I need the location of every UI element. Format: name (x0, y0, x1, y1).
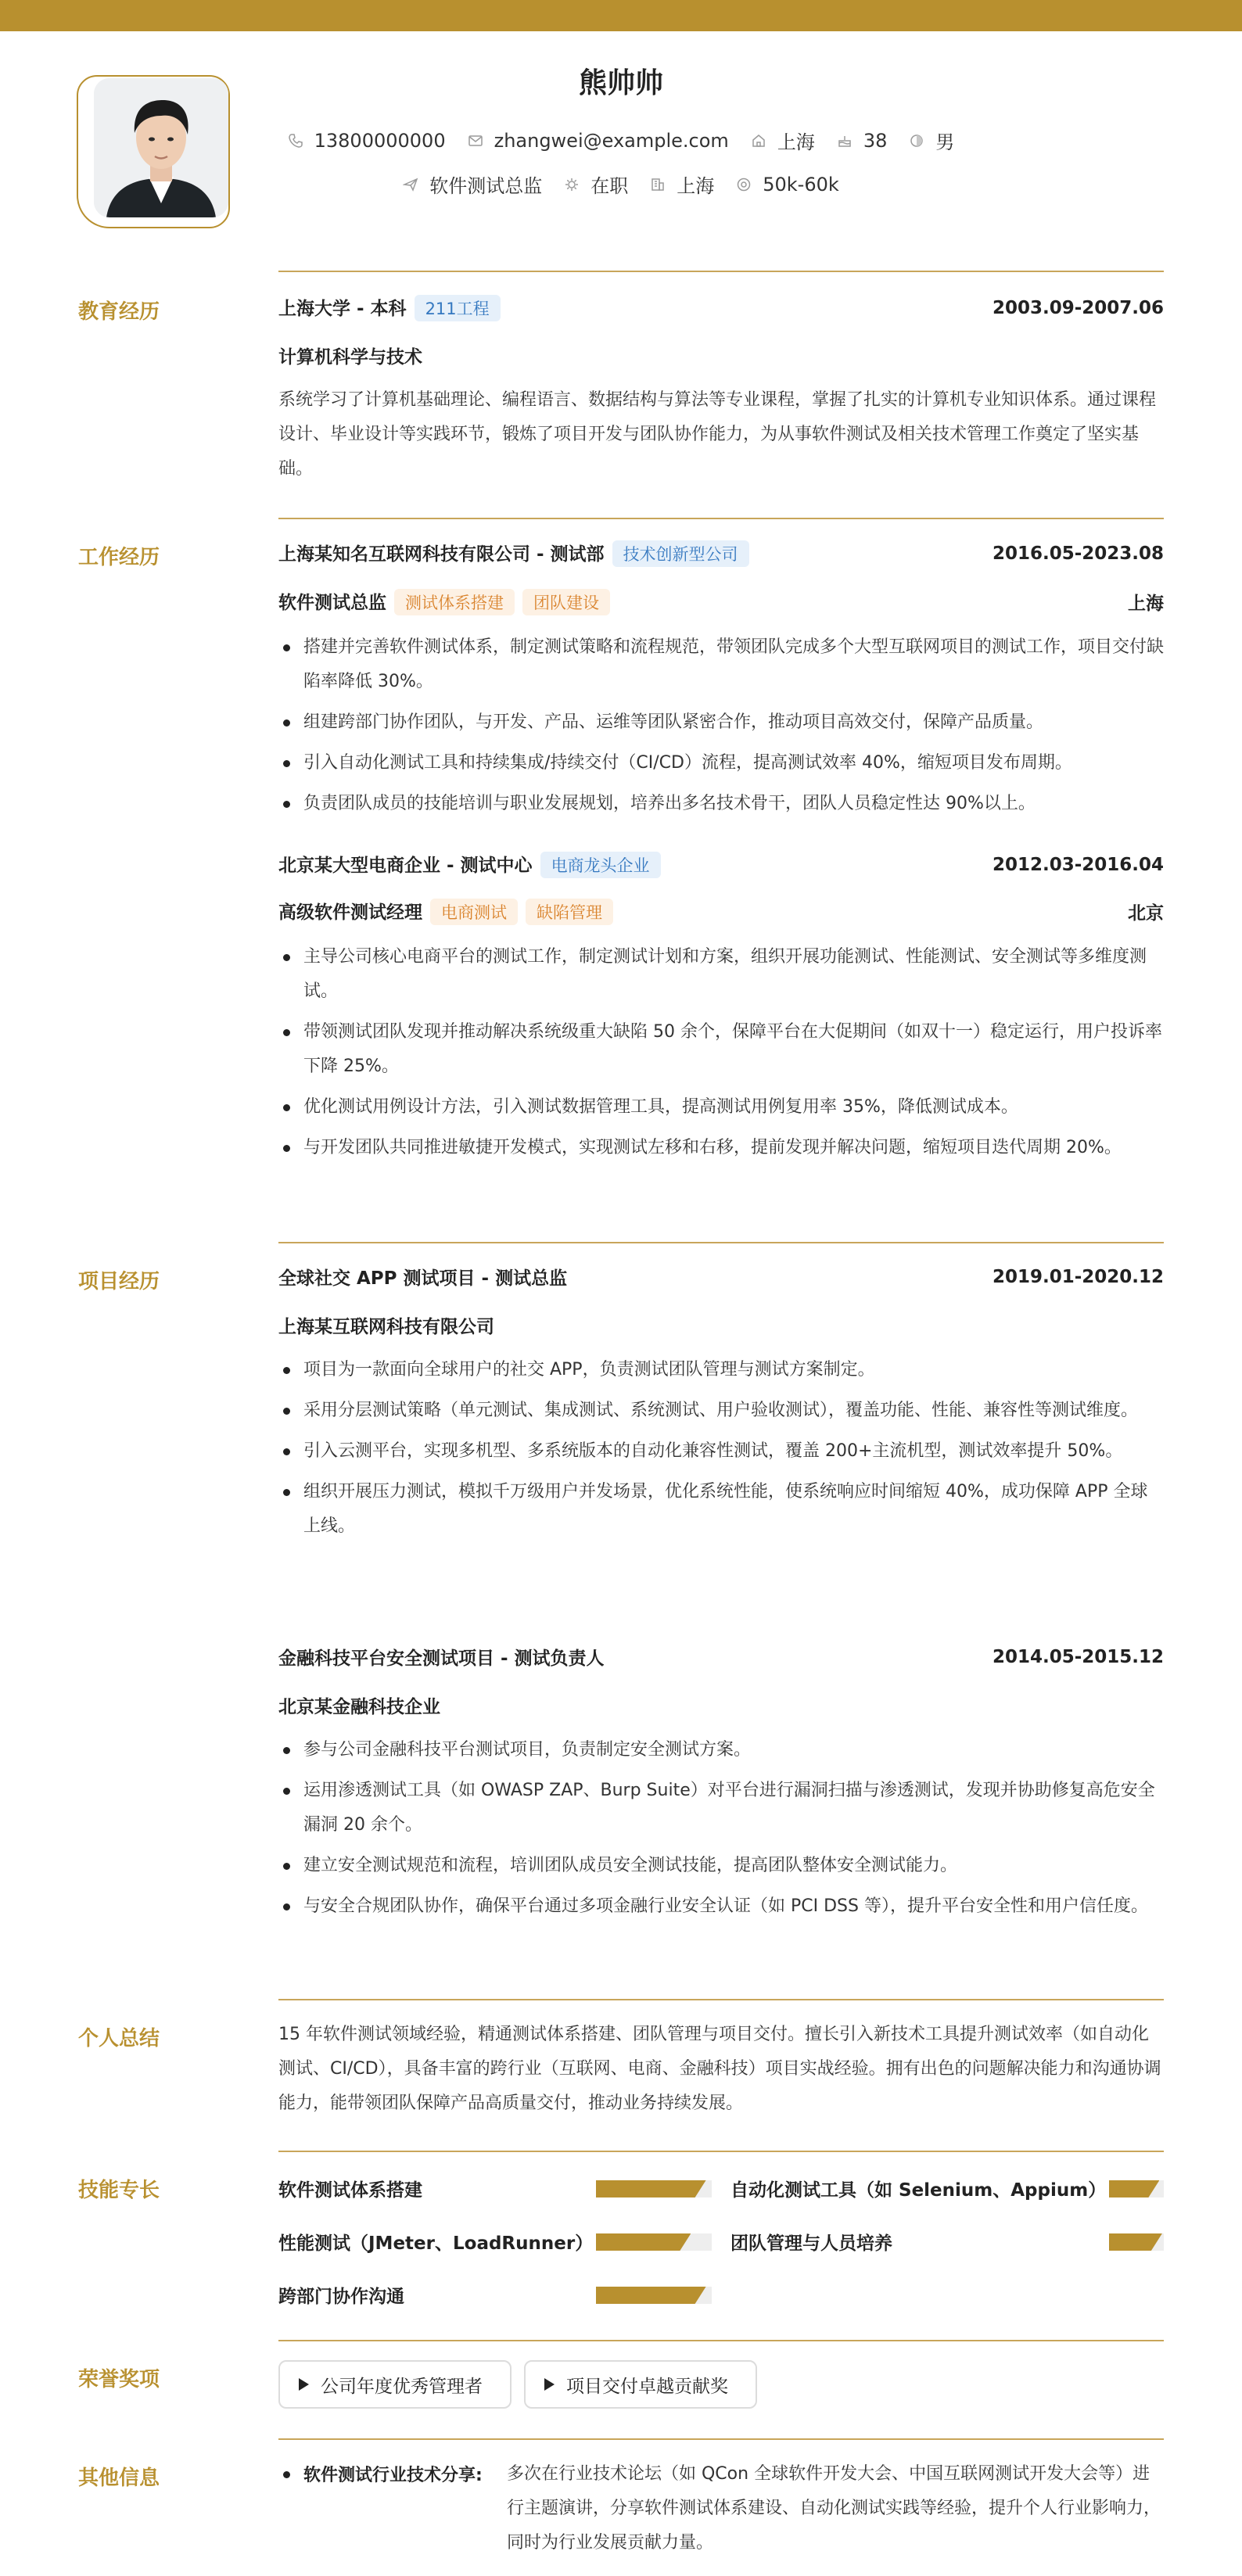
list-item: 组建跨部门协作团队，与开发、产品、运维等团队紧密合作，推动项目高效交付，保障产品质量。 (278, 705, 1164, 740)
job-title-text: 软件测试总监 (429, 175, 543, 197)
job-1-city: 上海 (1128, 594, 1164, 614)
age-item (837, 130, 888, 152)
school-tag: 211工程 (415, 295, 501, 321)
list-item: 引入云测平台，实现多机型、多系统版本的自动化兼容性测试，覆盖 200+主流机型，测试效率提升 50%。 (278, 1434, 1164, 1469)
education-description: 系统学习了计算机基础理论、编程语言、数据结构与算法等专业课程，掌握了扎实的计算机专业知识体系。通过课程设计、毕业设计等实践环节，锻炼了项目开发与团队协作能力，为从事软件测试及相关技术管理工作奠定了坚实基础。 (278, 390, 1157, 479)
status-item (564, 170, 628, 198)
section-divider (278, 2438, 1164, 2440)
status-text: 在职 (590, 175, 629, 197)
job-2-role-tag: 电商测试 (430, 899, 518, 925)
education-date: 2003.09-2007.06 (992, 297, 1164, 318)
skill-bar (596, 2180, 712, 2197)
major-row (278, 343, 1164, 368)
skill-bar (596, 2233, 712, 2251)
coin-icon (736, 177, 752, 192)
project-1-company-row (278, 1312, 1164, 1338)
skill-bar-fill (596, 2180, 706, 2197)
skill-bar (1109, 2180, 1164, 2197)
projects-title: 项目经历 (78, 1270, 160, 1293)
honor-label: 公司年度优秀管理者 (321, 2376, 483, 2397)
project-2-name: 金融科技平台安全测试项目 - 测试负责人 (278, 1649, 605, 1669)
work-title: 工作经历 (78, 546, 160, 569)
skill-name: 自动化测试工具（如 Selenium、Appium） (730, 2180, 1107, 2201)
bullet-dot (283, 2471, 290, 2478)
list-item: 主导公司核心电商平台的测试工作，制定测试计划和方案，组织开展功能测试、性能测试、安全测试等多维度测试。 (278, 940, 1164, 1009)
email-item (468, 130, 729, 152)
job-1-role-row (278, 588, 1164, 615)
project-2-company: 北京某金融科技企业 (278, 1697, 440, 1717)
job-1-bullets (278, 630, 1164, 827)
skill-bar-fill (1109, 2180, 1159, 2197)
section-divider (278, 271, 1164, 272)
project-2-company-row (278, 1692, 1164, 1718)
honor-badge (278, 2360, 512, 2409)
skill-name: 软件测试体系搭建 (278, 2180, 422, 2201)
salary-item (736, 174, 839, 196)
other-title: 其他信息 (78, 2467, 160, 2490)
list-item: 引入自动化测试工具和持续集成/持续交付（CI/CD）流程，提高测试效率 40%，缩短项目发布周期。 (278, 746, 1164, 780)
other-text: 多次在行业技术论坛（如 QCon 全球软件开发大会、中国互联网测试开发大会等）进行主题演讲，分享软件测试体系建设、自动化测试实践等经验，提升个人行业影响力，同时为行业发展贡献力量。 (507, 2464, 1161, 2553)
gender-icon (909, 133, 924, 149)
project-1-bullets (278, 1353, 1164, 1550)
project-2-header (278, 1644, 1164, 1670)
contact-row (0, 127, 1242, 154)
list-item: 项目为一款面向全球用户的社交 APP，负责测试团队管理与测试方案制定。 (278, 1353, 1164, 1387)
section-divider (278, 1999, 1164, 2000)
section-divider (278, 1242, 1164, 1243)
list-item: 优化测试用例设计方法，引入测试数据管理工具，提高测试用例复用率 35%，降低测试成本。 (278, 1090, 1164, 1125)
job-1-company: 上海某知名互联网科技有限公司 - 测试部 (278, 544, 605, 565)
salary-text: 50k-60k (763, 173, 839, 196)
list-item: 与开发团队共同推进敏捷开发模式，实现测试左移和右移，提前发现并解决问题，缩短项目迭代周期 20%。 (278, 1131, 1164, 1165)
list-item: 运用渗透测试工具（如 OWASP ZAP、Burp Suite）对平台进行漏洞扫描与渗透测试，发现并协助修复高危安全漏洞 20 余个。 (278, 1774, 1164, 1842)
skill-bar-fill (596, 2287, 706, 2304)
job-1-role-tag: 测试体系搭建 (394, 589, 515, 615)
candidate-name: 熊帅帅 (578, 67, 663, 99)
email-address: zhangwei@example.com (494, 129, 729, 152)
play-icon (543, 2377, 555, 2391)
phone-icon (288, 133, 303, 149)
skill-bar-fill (596, 2233, 691, 2251)
job-2-role-tag: 缺陷管理 (526, 899, 613, 925)
list-item: 带领测试团队发现并推动解决系统级重大缺陷 50 余个，保障平台在大促期间（如双十一）稳定运行，用户投诉率下降 25%。 (278, 1015, 1164, 1084)
job-2-role: 高级软件测试经理 (278, 902, 422, 923)
other-label: 软件测试行业技术分享: (303, 2466, 483, 2485)
job-1-role: 软件测试总监 (278, 593, 386, 613)
education-header (278, 294, 1164, 321)
skill-bar-fill (1109, 2233, 1162, 2251)
job-1-date: 2016.05-2023.08 (992, 543, 1164, 564)
honor-badge (524, 2360, 757, 2409)
section-divider (278, 2151, 1164, 2152)
project-1-company: 上海某互联网科技有限公司 (278, 1317, 494, 1337)
list-item: 组织开展压力测试，模拟千万级用户并发场景，优化系统性能，使系统响应时间缩短 40%，成功保障 APP 全球上线。 (278, 1475, 1164, 1544)
list-item: 与安全合规团队协作，确保平台通过多项金融行业安全认证（如 PCI DSS 等），提升平台安全性和用户信任度。 (278, 1889, 1164, 1924)
phone-number: 13800000000 (314, 129, 446, 152)
gear-icon (564, 177, 580, 192)
location-text: 上海 (777, 131, 815, 153)
age-text: 38 (863, 129, 888, 152)
job-2-company-tag: 电商龙头企业 (540, 852, 661, 878)
major-name: 计算机科学与技术 (278, 347, 422, 368)
job-1-role-tag: 团队建设 (522, 589, 610, 615)
project-2-date: 2014.05-2015.12 (992, 1646, 1164, 1667)
building-icon (650, 177, 666, 192)
section-divider (278, 518, 1164, 519)
location-item (751, 127, 815, 154)
project-1-header (278, 1264, 1164, 1290)
project-2-bullets (278, 1733, 1164, 1930)
honors-title: 荣誉奖项 (78, 2368, 160, 2391)
work-city-item (650, 170, 714, 198)
skill-name: 团队管理与人员培养 (730, 2233, 892, 2254)
home-icon (751, 133, 766, 149)
job-2-company: 北京某大型电商企业 - 测试中心 (278, 856, 533, 876)
play-icon (297, 2377, 310, 2391)
summary-text: 15 年软件测试领域经验，精通测试体系搭建、团队管理与项目交付。擅长引入新技术工具提升测试效率（如自动化测试、CI/CD），具备丰富的跨行业（互联网、电商、金融科技）项目实战经验。拥有出色的问题解决能力和沟通协调能力，能带领团队保障产品高质量交付，推动业务持续发展。 (278, 2025, 1161, 2113)
paper-plane-icon (403, 177, 418, 192)
section-divider (278, 2340, 1164, 2341)
list-item: 建立安全测试规范和流程，培训团队成员安全测试技能，提高团队整体安全测试能力。 (278, 1849, 1164, 1883)
skill-name: 性能测试（JMeter、LoadRunner） (278, 2233, 594, 2254)
skill-bar (1109, 2233, 1164, 2251)
list-item: 负责团队成员的技能培训与职业发展规划，培养出多名技术骨干，团队人员稳定性达 90%以上。 (278, 787, 1164, 821)
job-2-city: 北京 (1128, 903, 1164, 924)
top-accent-bar (0, 0, 1242, 31)
gender-text: 男 (935, 131, 955, 153)
school-name: 上海大学 - 本科 (278, 299, 407, 319)
project-1-name: 全球社交 APP 测试项目 - 测试总监 (278, 1268, 568, 1289)
job-2-role-row (278, 898, 1164, 925)
skill-name: 跨部门协作沟通 (278, 2287, 404, 2307)
gender-item (909, 127, 954, 154)
project-1-date: 2019.01-2020.12 (992, 1266, 1164, 1287)
job-2-bullets (278, 940, 1164, 1171)
list-item: 搭建并完善软件测试体系，制定测试策略和流程规范，带领团队完成多个大型互联网项目的测试工作，项目交付缺陷率降低 30%。 (278, 630, 1164, 699)
skill-bar (596, 2287, 712, 2304)
list-item: 参与公司金融科技平台测试项目，负责制定安全测试方案。 (278, 1733, 1164, 1767)
job-2-date: 2012.03-2016.04 (992, 854, 1164, 875)
summary-title: 个人总结 (78, 2027, 160, 2050)
education-title: 教育经历 (78, 300, 160, 324)
work-city-text: 上海 (677, 175, 715, 197)
phone-item (288, 130, 446, 152)
honor-label: 项目交付卓越贡献奖 (566, 2376, 728, 2397)
mail-icon (468, 133, 483, 149)
list-item: 采用分层测试策略（单元测试、集成测试、系统测试、用户验收测试），覆盖功能、性能、兼容性等测试维度。 (278, 1394, 1164, 1428)
cake-icon (837, 133, 853, 149)
job-1-company-tag: 技术创新型公司 (612, 540, 749, 567)
job-intent-row (0, 170, 1242, 198)
job-2-header (278, 851, 1164, 878)
job-1-header (278, 540, 1164, 567)
job-title-item (403, 170, 542, 198)
skills-title: 技能专长 (78, 2179, 160, 2202)
